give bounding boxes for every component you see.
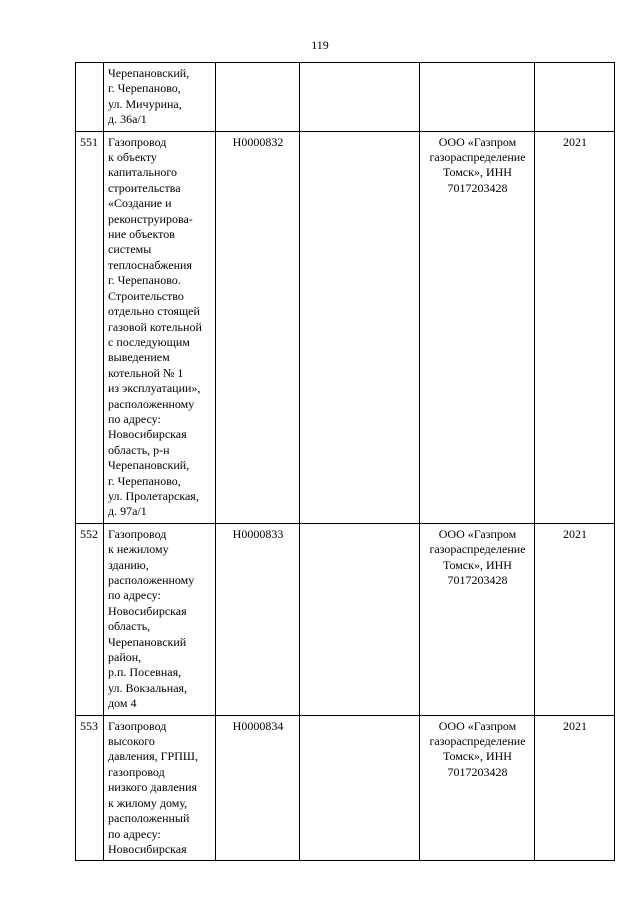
owner-cell: ООО «Газпром газораспределение Томск», ИНН 7017203428: [420, 523, 535, 715]
empty-cell: [300, 63, 420, 132]
object-name-cell: [104, 715, 216, 861]
row-number-cell: 552: [76, 523, 104, 715]
table-row: [76, 63, 615, 132]
registry-code-cell: Н0000832: [216, 131, 300, 523]
registry-code-cell: Н0000833: [216, 523, 300, 715]
object-name-cell: [104, 131, 216, 523]
registry-table: [75, 62, 615, 861]
year-cell: 2021: [535, 523, 615, 715]
registry-code-cell: [216, 63, 300, 132]
year-cell: 2021: [535, 131, 615, 523]
empty-cell: [300, 131, 420, 523]
year-cell: [535, 63, 615, 132]
object-name-text: Черепановский, г. Черепаново, ул. Мичурина, д. 36а/1: [108, 66, 190, 127]
page-number: 119: [311, 38, 329, 52]
empty-cell: [300, 523, 420, 715]
owner-cell: ООО «Газпром газораспределение Томск», ИНН 7017203428: [420, 715, 535, 861]
owner-cell: ООО «Газпром газораспределение Томск», ИНН 7017203428: [420, 131, 535, 523]
year-cell: 2021: [535, 715, 615, 861]
table-row: [76, 715, 615, 861]
row-number-cell: [76, 63, 104, 132]
object-name-text: Газопровод высокого давления, ГРПШ, газопровод низкого давления к жилому дому, расположенный по адресу: Новосибирская: [108, 718, 198, 856]
empty-cell: [300, 715, 420, 861]
object-name-text: Газопровод к нежилому зданию, расположенному по адресу: Новосибирская область, Черепановский район, р.п. Посевная, ул. Вокзальная, дом 4: [108, 526, 195, 711]
table-row: [76, 523, 615, 715]
object-name-text: Газопровод к объекту капитального строительства «Создание и реконструирова- ние объектов системы теплоснабжения г. Черепаново. Строительство отдельно стоящей газовой котельной с последующим выведением котельной № 1 из эксплуатации», расположенному по адресу: Новосибирская область, р-н Черепановский, г. Черепаново, ул. Пролетарская, д. 97а/1: [108, 134, 202, 519]
row-number-cell: 553: [76, 715, 104, 861]
object-name-cell: [104, 63, 216, 132]
table-row: [76, 131, 615, 523]
object-name-cell: [104, 523, 216, 715]
owner-cell: [420, 63, 535, 132]
row-number-cell: 551: [76, 131, 104, 523]
registry-code-cell: Н0000834: [216, 715, 300, 861]
